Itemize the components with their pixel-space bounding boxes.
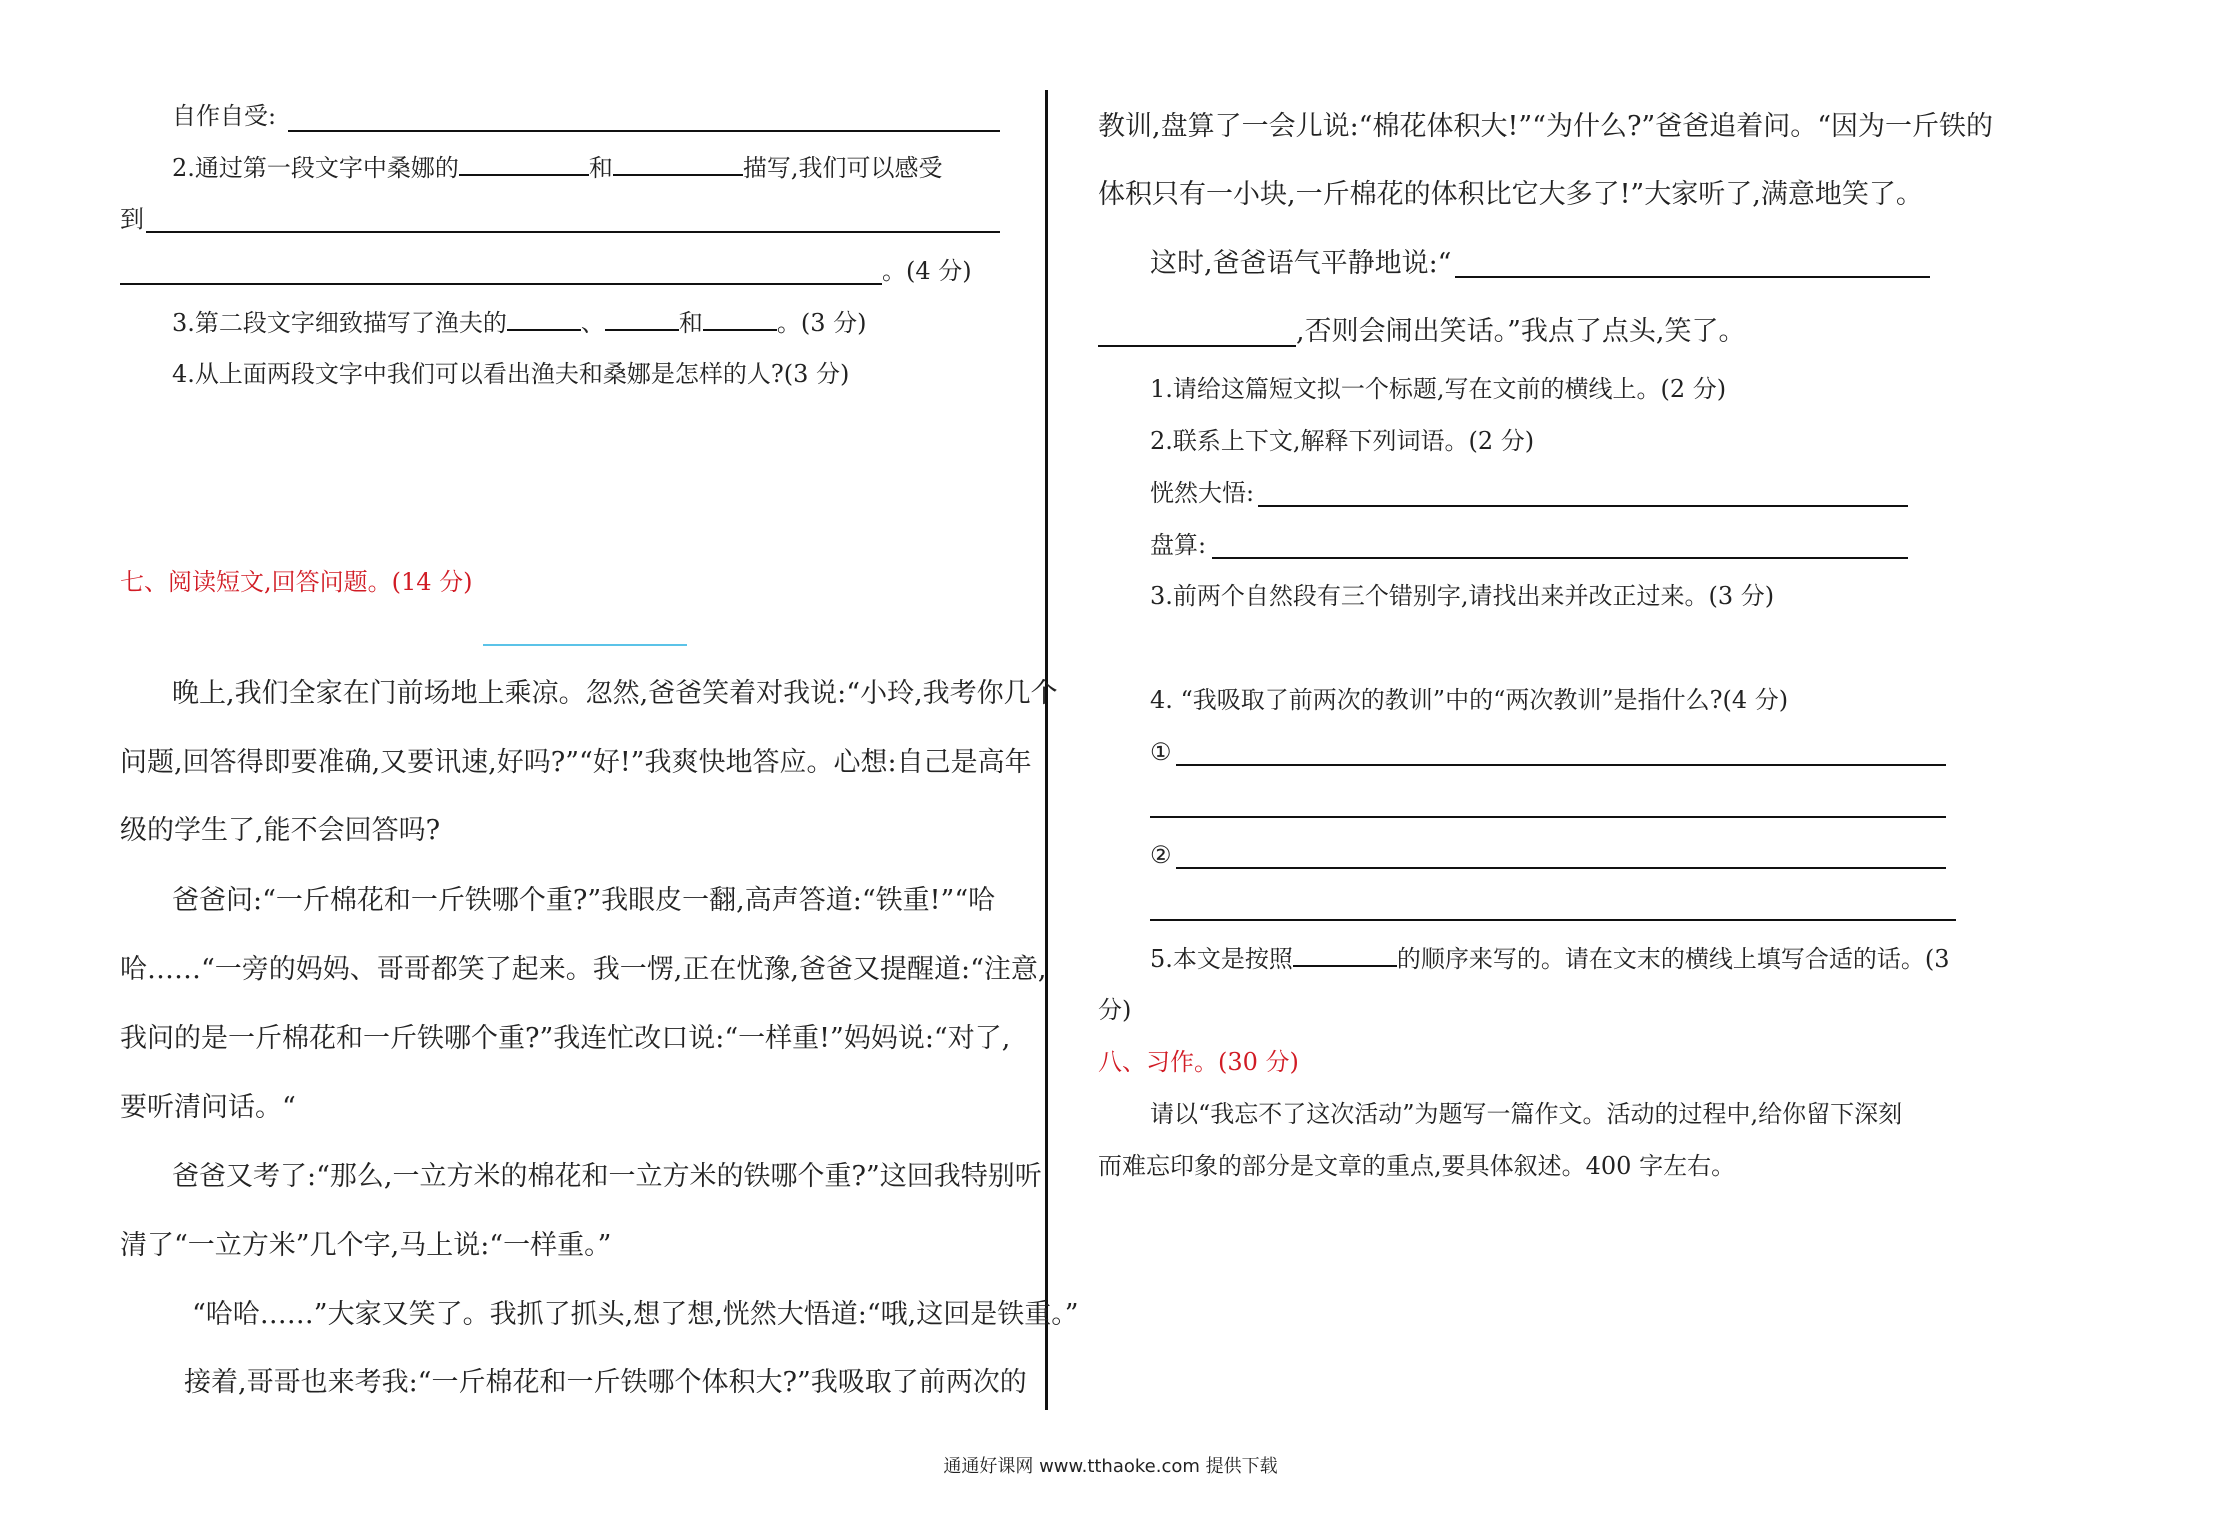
- essay-line: 请以“我忘不了这次活动”为题写一篇作文。活动的过程中,给你留下深刻: [1150, 1100, 1903, 1128]
- word-pansuan: 盘算:: [1150, 531, 1207, 559]
- answer-line[interactable]: [1258, 505, 1908, 507]
- answer-line[interactable]: [146, 231, 1000, 233]
- answer-line[interactable]: [1176, 867, 1946, 869]
- question-4: 4. “我吸取了前两次的教训”中的“两次教训”是指什么?(4 分): [1150, 686, 1789, 714]
- answer-blank[interactable]: [1293, 943, 1397, 967]
- passage-line: ,否则会闹出笑话。”我点了点头,笑了。: [1296, 316, 1746, 347]
- answer-blank[interactable]: [507, 307, 581, 331]
- answer-line[interactable]: [288, 130, 1000, 132]
- question-4: 4.从上面两段文字中我们可以看出渔夫和桑娜是怎样的人?(3 分): [172, 360, 850, 388]
- question-self-inflicted: [172, 101, 276, 131]
- marker-2: ②: [1150, 841, 1172, 869]
- answer-line[interactable]: [120, 283, 882, 285]
- column-divider: [1045, 90, 1048, 1410]
- question-1: 1.请给这篇短文拟一个标题,写在文前的横线上。(2 分): [1150, 375, 1727, 403]
- answer-line[interactable]: [1455, 276, 1930, 278]
- passage-line: 教训,盘算了一会儿说:“棉花体积大!”“为什么?”爸爸追着问。“因为一斤铁的: [1098, 111, 1994, 142]
- question-2-cont: 到: [120, 205, 144, 233]
- question-3: 3.前两个自然段有三个错别字,请找出来并改正过来。(3 分): [1150, 582, 1775, 610]
- passage-line: “哈哈……”大家又笑了。我抓了抓头,想了想,恍然大悟道:“哦,这回是铁重。”: [192, 1299, 1079, 1330]
- passage-line: 清了“一立方米”几个字,马上说:“一样重。”: [120, 1230, 612, 1261]
- word-huangran: 恍然大悟:: [1150, 479, 1255, 507]
- question-2: 2.通过第一段文字中桑娜的 和 描写,我们可以感受: [172, 154, 943, 182]
- answer-line[interactable]: [1098, 345, 1296, 347]
- marker-1: ①: [1150, 738, 1172, 766]
- answer-line[interactable]: [1176, 764, 1946, 766]
- passage-line: 级的学生了,能不会回答吗?: [120, 815, 441, 846]
- title-blank-line[interactable]: [483, 644, 687, 646]
- passage-line: 晚上,我们全家在门前场地上乘凉。忽然,爸爸笑着对我说:“小玲,我考你几个: [172, 678, 1058, 709]
- question-label: 自作自受:: [172, 102, 277, 130]
- passage-line: 体积只有一小块,一斤棉花的体积比它大多了!”大家听了,满意地笑了。: [1098, 179, 1923, 210]
- question-3: 3.第二段文字细致描写了渔夫的 、 和 。(3 分): [172, 309, 867, 337]
- section-7-title: 七、阅读短文,回答问题。(14 分): [120, 568, 473, 596]
- question-5: 5.本文是按照 的顺序来写的。请在文末的横线上填写合适的话。(3: [1150, 945, 1950, 973]
- passage-line: 爸爸又考了:“那么,一立方米的棉花和一立方米的铁哪个重?”这回我特别听: [172, 1161, 1042, 1192]
- passage-line: 要听清问话。“: [120, 1092, 296, 1123]
- answer-line[interactable]: [1150, 919, 1956, 921]
- section-8-title: 八、习作。(30 分): [1098, 1048, 1299, 1076]
- answer-blank[interactable]: [459, 152, 589, 176]
- question-2: 2.联系上下文,解释下列词语。(2 分): [1150, 427, 1535, 455]
- question-2-score: 。(4 分): [882, 257, 972, 285]
- passage-line: 爸爸问:“一斤棉花和一斤铁哪个重?”我眼皮一翻,高声答道:“铁重!”“哈: [172, 885, 996, 916]
- answer-blank[interactable]: [605, 307, 679, 331]
- answer-blank[interactable]: [703, 307, 777, 331]
- answer-blank[interactable]: [613, 152, 743, 176]
- footer-source: 通通好课网 www.tthaoke.com 提供下载: [943, 1456, 1278, 1477]
- question-5-cont: 分): [1098, 996, 1132, 1024]
- passage-line: 我问的是一斤棉花和一斤铁哪个重?”我连忙改口说:“一样重!”妈妈说:“对了,: [120, 1023, 1011, 1054]
- passage-line: 接着,哥哥也来考我:“一斤棉花和一斤铁哪个体积大?”我吸取了前两次的: [184, 1367, 1027, 1398]
- passage-line: 这时,爸爸语气平静地说:“: [1150, 248, 1452, 279]
- essay-line: 而难忘印象的部分是文章的重点,要具体叙述。400 字左右。: [1098, 1152, 1736, 1180]
- answer-line[interactable]: [1212, 557, 1908, 559]
- answer-line[interactable]: [1150, 816, 1946, 818]
- passage-line: 哈……“一旁的妈妈、哥哥都笑了起来。我一愣,正在忧豫,爸爸又提醒道:“注意,: [120, 954, 1047, 985]
- passage-line: 问题,回答得即要准确,又要讯速,好吗?”“好!”我爽快地答应。心想:自己是高年: [120, 747, 1032, 778]
